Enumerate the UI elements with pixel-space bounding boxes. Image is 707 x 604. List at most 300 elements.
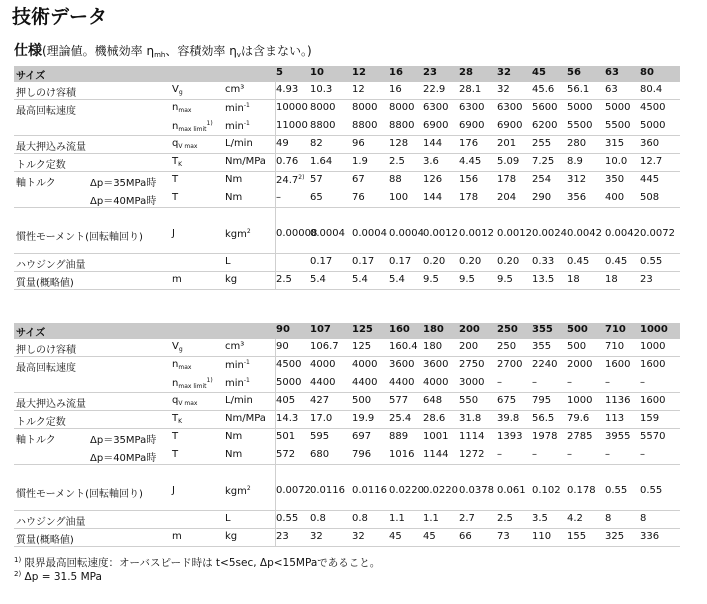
value-cell: 6200 xyxy=(532,120,558,131)
value-cell: 178 xyxy=(459,192,479,203)
value-cell: – xyxy=(567,377,572,388)
row-label: 最大押込み流量 xyxy=(16,142,86,153)
value-cell: 88 xyxy=(389,174,402,185)
value-cell: 0.33 xyxy=(532,256,555,267)
row-symbol xyxy=(172,120,213,133)
row-symbol xyxy=(172,359,191,371)
size-header-cell: 45 xyxy=(532,67,546,78)
value-cell: 200 xyxy=(459,341,479,352)
value-cell: 5570 xyxy=(640,431,666,442)
value-cell: 4.93 xyxy=(276,84,299,95)
value-cell: 18 xyxy=(605,274,618,285)
unit-text: min xyxy=(225,360,244,371)
value-cell: 8800 xyxy=(389,120,415,131)
value-cell: – xyxy=(532,377,537,388)
value-cell: 23 xyxy=(640,274,653,285)
size-header-cell: 125 xyxy=(352,324,373,335)
value-cell: 4400 xyxy=(389,377,415,388)
unit-text: kgm xyxy=(225,229,247,240)
value-cell: 0.0004 xyxy=(389,228,424,239)
value-cell: 500 xyxy=(352,395,372,406)
row-unit xyxy=(225,84,244,95)
value-cell: 12.7 xyxy=(640,156,663,167)
size-header-cell: 23 xyxy=(423,67,437,78)
value-cell: 113 xyxy=(605,413,625,424)
row-symbol xyxy=(172,413,182,425)
size-header-cell: 80 xyxy=(640,67,654,78)
footnote-1-mark: 1) xyxy=(14,556,22,564)
spec-note-suffix: は含まない。) xyxy=(240,44,312,58)
value-cell: 32 xyxy=(497,84,510,95)
row-label: 押しのけ容積 xyxy=(16,345,76,356)
value-cell: 49 xyxy=(276,138,289,149)
value-cell: 19.9 xyxy=(352,413,375,424)
value-cell: 4400 xyxy=(310,377,336,388)
value-cell: 0.061 xyxy=(497,485,526,496)
spec-row-torque35 xyxy=(14,429,680,447)
value-cell: 11000 xyxy=(276,120,308,131)
symbol-subscript: g xyxy=(178,346,183,353)
spec-row-nmax xyxy=(14,357,680,375)
symbol-letter: n xyxy=(172,121,179,132)
symbol-letter: m xyxy=(172,274,182,285)
value-cell: 1000 xyxy=(567,395,593,406)
symbol-letter: n xyxy=(172,102,179,113)
unit-text: Nm/MPa xyxy=(225,156,266,167)
value-cell: – xyxy=(605,377,610,388)
spec-row-inertia xyxy=(14,465,680,511)
unit-text: L/min xyxy=(225,395,253,406)
value-cell: 3955 xyxy=(605,431,631,442)
row-symbol xyxy=(172,274,182,285)
unit-superscript: -1 xyxy=(243,359,250,366)
value-cell: 22.9 xyxy=(423,84,446,95)
spec-note-sub1: mh xyxy=(154,51,166,59)
value-cell xyxy=(276,174,304,186)
size-header-cell: 180 xyxy=(423,324,444,335)
value-cell: 5000 xyxy=(605,102,631,113)
symbol-subscript: max limit xyxy=(178,126,207,133)
value-cell: 6300 xyxy=(459,102,485,113)
page-title: 技術データ xyxy=(12,6,108,28)
symbol-subscript: max xyxy=(178,107,192,114)
symbol-subscript: K xyxy=(178,418,183,425)
value-cell: 1600 xyxy=(640,359,666,370)
spec-row-oil xyxy=(14,254,680,272)
symbol-letter: V xyxy=(172,341,179,352)
unit-text: cm³ xyxy=(225,341,245,352)
value-cell: 4000 xyxy=(310,359,336,370)
value-cell: 0.0012 xyxy=(459,228,494,239)
symbol-subscript: V max xyxy=(178,400,198,407)
value-cell: 8 xyxy=(605,513,612,524)
row-unit xyxy=(225,192,242,203)
row-label: 最大押込み流量 xyxy=(16,399,86,410)
value-cell: 14.3 xyxy=(276,413,299,424)
value-cell: 3600 xyxy=(389,359,415,370)
value-cell: 8 xyxy=(640,513,647,524)
spec-row-mass xyxy=(14,529,680,547)
value-cell: 6300 xyxy=(497,102,523,113)
row-unit xyxy=(225,341,244,352)
value-cell: 16 xyxy=(389,84,402,95)
value-cell: 4000 xyxy=(423,377,449,388)
value-cell: 159 xyxy=(640,413,660,424)
row-unit xyxy=(225,174,242,185)
row-unit xyxy=(225,274,237,285)
value-cell: 7.25 xyxy=(532,156,555,167)
value-cell: 356 xyxy=(567,192,587,203)
value-cell: 6900 xyxy=(423,120,449,131)
value-cell: 8000 xyxy=(389,102,415,113)
value-cell: – xyxy=(532,449,537,460)
value-cell: 1136 xyxy=(605,395,631,406)
row-unit xyxy=(225,359,250,371)
row-label: 最高回転速度 xyxy=(16,106,76,117)
value-cell: 201 xyxy=(497,138,517,149)
value-cell: 144 xyxy=(423,138,443,149)
value-cell: 2750 xyxy=(459,359,485,370)
row-symbol xyxy=(172,174,178,185)
value-cell: 1978 xyxy=(532,431,558,442)
spec-row-torque40 xyxy=(14,190,680,208)
unit-text: L xyxy=(225,513,231,524)
value-cell: 3600 xyxy=(423,359,449,370)
value-cell: 1600 xyxy=(640,395,666,406)
value-cell: 160.4 xyxy=(389,341,418,352)
value-cell: 144 xyxy=(423,192,443,203)
symbol-superscript: 1) xyxy=(206,377,213,384)
value-cell: 710 xyxy=(605,341,625,352)
row-unit xyxy=(225,449,242,460)
size-header-cell: 10 xyxy=(310,67,324,78)
value-cell: 126 xyxy=(423,174,443,185)
row-label: 慣性モーメント(回転軸回り) xyxy=(16,232,143,243)
value-cell: 250 xyxy=(497,341,517,352)
symbol-subscript: max xyxy=(178,364,192,371)
value-cell: 255 xyxy=(532,138,552,149)
value-cell: 445 xyxy=(640,174,660,185)
value-cell: 325 xyxy=(605,531,625,542)
value-cell: – xyxy=(640,377,645,388)
value-cell: 10000 xyxy=(276,102,308,113)
footnote-1 xyxy=(14,555,380,570)
value-cell: 501 xyxy=(276,431,296,442)
value-cell: 0.0220 xyxy=(423,485,458,496)
value-cell: 0.0004 xyxy=(310,228,345,239)
symbol-letter: q xyxy=(172,138,179,149)
value-cell: 155 xyxy=(567,531,587,542)
value-cell: 57 xyxy=(310,174,323,185)
row-label: 最高回転速度 xyxy=(16,363,76,374)
row-unit xyxy=(225,531,237,542)
row-label: 押しのけ容積 xyxy=(16,88,76,99)
value-cell: 0.0024 xyxy=(532,228,567,239)
value-cell: 0.0004 xyxy=(352,228,387,239)
value-cell: 0.102 xyxy=(532,485,561,496)
unit-superscript: -1 xyxy=(243,377,250,384)
value-cell: 1393 xyxy=(497,431,523,442)
value-cell: 1.64 xyxy=(310,156,333,167)
size-header-cell: 250 xyxy=(497,324,518,335)
unit-text: Nm/MPa xyxy=(225,413,266,424)
value-cell: 8000 xyxy=(310,102,336,113)
value-cell: 312 xyxy=(567,174,587,185)
row-label: サイズ xyxy=(16,71,46,82)
spec-row-torque40 xyxy=(14,447,680,465)
size-header-cell: 1000 xyxy=(640,324,668,335)
spec-row-nmaxlimit xyxy=(14,375,680,393)
value-cell: 45.6 xyxy=(532,84,555,95)
spec-row-oil xyxy=(14,511,680,529)
row-label: サイズ xyxy=(16,328,46,339)
size-header-cell: 90 xyxy=(276,324,290,335)
value-cell: 0.55 xyxy=(605,485,628,496)
value-cell: 176 xyxy=(459,138,479,149)
row-unit xyxy=(225,256,231,267)
value-cell: 9.5 xyxy=(497,274,513,285)
value-cell: 65 xyxy=(310,192,323,203)
value-cell: 1.9 xyxy=(352,156,368,167)
spec-row-header xyxy=(14,323,680,339)
value-cell: 6300 xyxy=(423,102,449,113)
unit-text: kgm xyxy=(225,486,247,497)
unit-text: min xyxy=(225,121,244,132)
spec-row-torque-const xyxy=(14,411,680,429)
value-cell: 156 xyxy=(459,174,479,185)
value-cell: 4500 xyxy=(640,102,666,113)
row-symbol xyxy=(172,431,178,442)
value-cell: 280 xyxy=(567,138,587,149)
symbol-letter: n xyxy=(172,359,179,370)
unit-superscript: -1 xyxy=(243,102,250,109)
value-cell: 0.0072 xyxy=(640,228,675,239)
value-cell: 0.0220 xyxy=(389,485,424,496)
spec-row-mass xyxy=(14,272,680,290)
value-cell: 2.5 xyxy=(497,513,513,524)
value-cell: 0.55 xyxy=(640,485,663,496)
value-cell: 106.7 xyxy=(310,341,339,352)
unit-text: L xyxy=(225,256,231,267)
row-symbol xyxy=(172,84,183,96)
spec-row-torque-const xyxy=(14,154,680,172)
row-label: 質量(概略値) xyxy=(16,278,74,289)
spec-row-header xyxy=(14,66,680,82)
value-cell: 5.4 xyxy=(310,274,326,285)
value-cell: 3000 xyxy=(459,377,485,388)
value-cell: 73 xyxy=(497,531,510,542)
value-cell: 45 xyxy=(423,531,436,542)
row-symbol xyxy=(172,228,175,239)
value-cell: 0.17 xyxy=(310,256,333,267)
value-cell: 0.0042 xyxy=(605,228,640,239)
unit-superscript: 2 xyxy=(246,485,251,492)
spec-row-flow xyxy=(14,393,680,411)
value-cell: 0.20 xyxy=(459,256,482,267)
unit-text: min xyxy=(225,378,244,389)
value-cell: 100 xyxy=(389,192,409,203)
symbol-letter: J xyxy=(172,228,175,239)
value-cell: 550 xyxy=(459,395,479,406)
value-cell: 0.55 xyxy=(276,513,299,524)
value-cell: 0.45 xyxy=(567,256,590,267)
symbol-subscript: max limit xyxy=(178,383,207,390)
value-cell: 180 xyxy=(423,341,443,352)
value-cell: 2700 xyxy=(497,359,523,370)
row-symbol xyxy=(172,485,175,496)
value-cell: 500 xyxy=(567,341,587,352)
value-cell: 0.45 xyxy=(605,256,628,267)
row-unit xyxy=(225,377,250,389)
value-cell: 0.0116 xyxy=(352,485,387,496)
row-unit xyxy=(225,395,253,406)
unit-text: Nm xyxy=(225,449,243,460)
row-unit xyxy=(225,431,242,442)
value-cell: 0.0116 xyxy=(310,485,345,496)
value-cell: 2.7 xyxy=(459,513,475,524)
value-cell: 39.8 xyxy=(497,413,520,424)
value-cell: 595 xyxy=(310,431,330,442)
value-cell: 0.8 xyxy=(310,513,326,524)
row-unit xyxy=(225,485,251,497)
spec-row-nmax xyxy=(14,100,680,118)
symbol-subscript: K xyxy=(178,161,183,168)
size-header-cell: 63 xyxy=(605,67,619,78)
value-cell: 1144 xyxy=(423,449,449,460)
value-cell: 45 xyxy=(389,531,402,542)
value-cell: 2240 xyxy=(532,359,558,370)
row-label: 軸トルク xyxy=(16,435,56,446)
spec-row-nmaxlimit xyxy=(14,118,680,136)
size-header-cell: 500 xyxy=(567,324,588,335)
value-cell: 6900 xyxy=(497,120,523,131)
value-cell: 23 xyxy=(276,531,289,542)
value-cell: 0.0012 xyxy=(497,228,532,239)
value-cell: – xyxy=(640,449,645,460)
value-cell: 4.2 xyxy=(567,513,583,524)
size-header-cell: 56 xyxy=(567,67,581,78)
value-cell: 32 xyxy=(310,531,323,542)
value-cell: 79.6 xyxy=(567,413,590,424)
value-cell: 96 xyxy=(352,138,365,149)
size-header-cell: 200 xyxy=(459,324,480,335)
spec-note-sub2: v xyxy=(236,51,241,59)
row-symbol xyxy=(172,102,191,114)
row-unit xyxy=(225,138,253,149)
value-cell: 675 xyxy=(497,395,517,406)
size-header-cell: 12 xyxy=(352,67,366,78)
row-label: 質量(概略値) xyxy=(16,535,74,546)
value-cell: 13.5 xyxy=(532,274,555,285)
spec-subtitle xyxy=(14,40,312,60)
value-cell: 427 xyxy=(310,395,330,406)
value-cell: 9.5 xyxy=(423,274,439,285)
symbol-subscript: g xyxy=(178,89,183,96)
symbol-letter: T xyxy=(172,192,179,203)
value-cell: 31.8 xyxy=(459,413,482,424)
value-cell: 2.5 xyxy=(389,156,405,167)
symbol-letter: m xyxy=(172,531,182,542)
value-cell: 8.9 xyxy=(567,156,583,167)
value-cell: 315 xyxy=(605,138,625,149)
value-cell: 4.45 xyxy=(459,156,482,167)
value-cell: 795 xyxy=(532,395,552,406)
value-cell: 32 xyxy=(352,531,365,542)
value-cell: 2000 xyxy=(567,359,593,370)
value-cell: 697 xyxy=(352,431,372,442)
value-cell: 0.20 xyxy=(423,256,446,267)
value-cell: 2.5 xyxy=(276,274,292,285)
row-symbol xyxy=(172,341,183,353)
value-cell: 1600 xyxy=(605,359,631,370)
row-symbol xyxy=(172,395,197,407)
value-cell: 0.17 xyxy=(352,256,375,267)
value-cell: 1001 xyxy=(423,431,449,442)
value-cell: 400 xyxy=(605,192,625,203)
spec-row-flow xyxy=(14,136,680,154)
row-symbol xyxy=(172,156,182,168)
spec-subtitle-main: 仕様 xyxy=(14,43,42,59)
value-cell: 1114 xyxy=(459,431,485,442)
value-cell: 5.4 xyxy=(352,274,368,285)
value-cell: 577 xyxy=(389,395,409,406)
value-cell: 4500 xyxy=(276,359,302,370)
value-cell: – xyxy=(497,377,502,388)
symbol-letter: T xyxy=(172,413,179,424)
row-condition: Δp＝35MPa時 xyxy=(90,178,157,189)
value-cell: 80.4 xyxy=(640,84,663,95)
row-unit xyxy=(225,156,266,167)
value-cell: 67 xyxy=(352,174,365,185)
unit-text: Nm xyxy=(225,174,243,185)
row-symbol xyxy=(172,377,213,390)
symbol-letter: J xyxy=(172,485,175,496)
symbol-superscript: 1) xyxy=(206,120,213,127)
value-cell: 0.0042 xyxy=(567,228,602,239)
value-cell: 63 xyxy=(605,84,618,95)
footnote-2-text: Δp = 31.5 MPa xyxy=(24,571,102,583)
value-cell: 5600 xyxy=(532,102,558,113)
size-header-cell: 160 xyxy=(389,324,410,335)
row-symbol xyxy=(172,531,182,542)
row-symbol xyxy=(172,192,178,203)
value-cell: 17.0 xyxy=(310,413,333,424)
value-cell: 0.0072 xyxy=(276,485,311,496)
value-cell: 1272 xyxy=(459,449,485,460)
value-text: 24.7 xyxy=(276,175,299,186)
symbol-letter: T xyxy=(172,431,179,442)
row-label: ハウジング油量 xyxy=(16,517,86,528)
row-unit xyxy=(225,102,250,114)
value-cell: 0.76 xyxy=(276,156,299,167)
value-cell: 889 xyxy=(389,431,409,442)
value-cell: 0.55 xyxy=(640,256,663,267)
footnote-1-text: 限界最高回転速度：オーバスピード時は t<5sec, Δp<15MPaであること。 xyxy=(24,557,381,569)
row-condition: Δp＝40MPa時 xyxy=(90,453,157,464)
unit-superscript: -1 xyxy=(243,120,250,127)
value-cell: 18 xyxy=(567,274,580,285)
row-label: ハウジング油量 xyxy=(16,260,86,271)
size-header-cell: 32 xyxy=(497,67,511,78)
value-cell: 680 xyxy=(310,449,330,460)
value-cell: 5000 xyxy=(567,102,593,113)
spec-row-displacement xyxy=(14,82,680,100)
value-cell: 0.0378 xyxy=(459,485,494,496)
value-cell: 5000 xyxy=(276,377,302,388)
row-condition: Δp＝40MPa時 xyxy=(90,196,157,207)
value-cell: 4000 xyxy=(352,359,378,370)
value-cell: 4400 xyxy=(352,377,378,388)
